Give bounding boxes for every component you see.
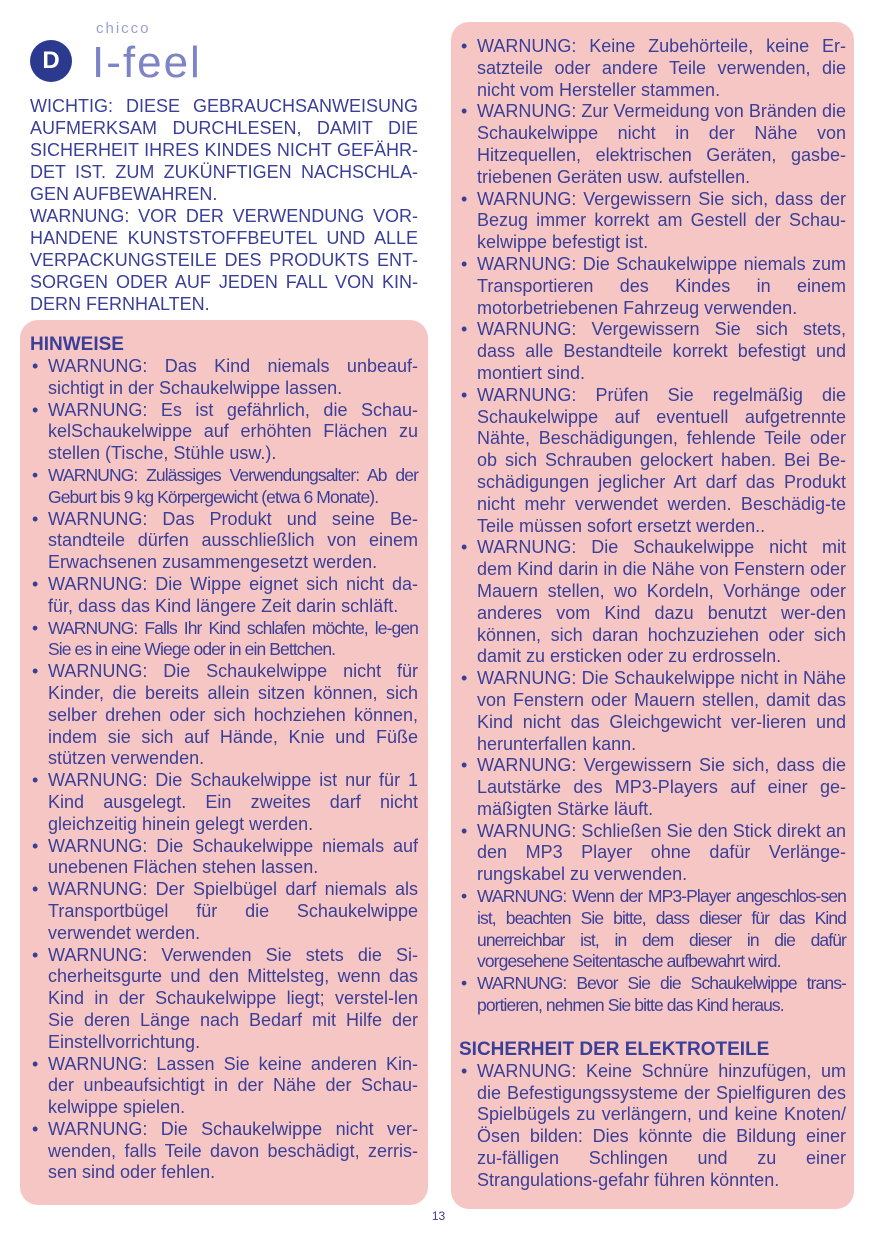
- list-item: • WARNUNG: Die Schaukelwippe niemals zum Transportieren des Kindes in einem motorbetriebenen Fahrzeug verwenden.: [459, 254, 846, 319]
- product-logo: I-feel: [92, 38, 202, 87]
- list-item: • WARNUNG: Zur Vermeidung von Bränden die Schaukelwippe nicht in der Nähe von Hitzequellen, elektrischen Geräten, gasbe-triebenen Geräten usw. aufstellen.: [459, 101, 846, 188]
- list-item: • WARNUNG: Die Schaukelwippe nicht für Kinder, die bereits allein sitzen können, sich selber drehen oder sich hochziehen können, indem sie sich auf Hände, Knie und Füße stützen verwenden.: [30, 661, 418, 770]
- list-item: • WARNUNG: Die Wippe eignet sich nicht da-für, dass das Kind längere Zeit darin schläft.: [30, 574, 418, 618]
- intro-warnings: [30, 95, 418, 315]
- list-item: • WARNUNG: Lassen Sie keine anderen Kin-der unbeaufsichtigt in der Nähe der Schau-kelwippe spielen.: [30, 1054, 418, 1119]
- list-item: • WARNUNG: Es ist gefährlich, die Schau-kelSchaukelwippe auf erhöhten Flächen zu stellen (Tische, Stühle usw.).: [30, 400, 418, 465]
- list-item: • WARNUNG: Die Schaukelwippe niemals auf unebenen Flächen stehen lassen.: [30, 836, 418, 880]
- list-item: • WARNUNG: Schließen Sie den Stick direkt an den MP3 Player ohne dafür Verlänge-rungskabel zu verwenden.: [459, 821, 846, 886]
- list-item: • WARNUNG: Keine Schnüre hinzufügen, um die Befestigungssysteme der Spielfiguren des Spielbügels zu verlängern, und keine Knoten/Ösen bilden: Dies könnte die Bildung einer zu-fälligen Schlingen und zu einer Strangulations-gefahr führen könnten.: [459, 1061, 846, 1192]
- warnings-list: [459, 36, 846, 1017]
- intro-paragraph-important: WICHTIG: DIESE GEBRAUCHSANWEISUNG AUFMERKSAM DURCHLESEN, DAMIT DIE SICHERHEIT IHRES KINDES NICHT GEFÄHR-DET IST. ZUM ZUKÜNFTIGEN NACHSCHLA-GEN AUFBEWAHREN.: [30, 96, 418, 204]
- list-item: • WARNUNG: Bevor Sie die Schaukelwippe trans-portieren, nehmen Sie bitte das Kind heraus.: [459, 973, 846, 1017]
- list-item: • WARNUNG: Die Schaukelwippe nicht mit dem Kind darin in die Nähe von Fenstern oder Mauern stellen, wo Kordeln, Vorhänge oder anderes vom Kind dazu benutzt wer-den können, sich daran hochzuziehen oder sich damit zu ersticken oder zu erdrosseln.: [459, 537, 846, 668]
- list-item: • WARNUNG: Vergewissern Sie sich, dass die Lautstärke des MP3-Players auf einer ge-mäßigten Stärke läuft.: [459, 755, 846, 820]
- list-item: • WARNUNG: Die Schaukelwippe nicht ver-wenden, falls Teile davon beschädigt, zerris-sen sind oder fehlen.: [30, 1119, 418, 1184]
- list-item: • WARNUNG: Die Schaukelwippe nicht in Nähe von Fenstern oder Mauern stellen, damit das Kind nicht das Gleichgewicht ver-lieren und herunterfallen kann.: [459, 668, 846, 755]
- list-item: • WARNUNG: Falls Ihr Kind schlafen möchte, le-gen Sie es in eine Wiege oder in ein Bettchen.: [30, 618, 418, 662]
- list-item: • WARNUNG: Zulässiges Verwendungsalter: Ab der Geburt bis 9 kg Körpergewicht (etwa 6 Monate).: [30, 465, 418, 509]
- list-item: • WARNUNG: Das Kind niemals unbeauf-sichtigt in der Schaukelwippe lassen.: [30, 356, 418, 400]
- intro-paragraph-packaging: WARNUNG: VOR DER VERWENDUNG VOR-HANDENE KUNSTSTOFFBEUTEL UND ALLE VERPACKUNGSTEILE DES PRODUKTS ENT-SORGEN ODER AUF JEDEN FALL VON KIN-DERN FERNHALTEN.: [30, 206, 418, 314]
- hinweise-list: [30, 356, 418, 1184]
- list-item: • WARNUNG: Das Produkt und seine Be-standteile dürfen ausschließlich von einem Erwachsenen zusammengesetzt werden.: [30, 509, 418, 574]
- list-item: • WARNUNG: Wenn der MP3-Player angeschlos-sen ist, beachten Sie bitte, dass dieser für das Kind unerreichbar ist, in dem dieser in die dafür vorgesehene Seitentasche aufbewahrt wird.: [459, 886, 846, 973]
- list-item: • WARNUNG: Verwenden Sie stets die Si-cherheitsgurte und den Mittelsteg, wenn das Kind in der Schaukelwippe liegt; verstel-len Sie deren Länge nach Bedarf mit Hilfe der Einstellvorrichtung.: [30, 945, 418, 1054]
- list-item: • WARNUNG: Der Spielbügel darf niemals als Transportbügel für die Schaukelwippe verwendet werden.: [30, 879, 418, 944]
- elektroteile-heading: SICHERHEIT DER ELEKTROTEILE: [459, 1038, 770, 1060]
- elektroteile-list: [459, 1061, 846, 1192]
- list-item: • WARNUNG: Vergewissern Sie sich stets, dass alle Bestandteile korrekt befestigt und montiert sind.: [459, 319, 846, 384]
- list-item: • WARNUNG: Vergewissern Sie sich, dass der Bezug immer korrekt am Gestell der Schau-kelwippe befestigt ist.: [459, 189, 846, 254]
- language-badge: D: [30, 40, 72, 82]
- hinweise-heading: HINWEISE: [30, 334, 124, 355]
- list-item: • WARNUNG: Prüfen Sie regelmäßig die Schaukelwippe auf eventuell aufgetrennte Nähte, Beschädigungen, fehlende Teile oder ob sich Schrauben gelockert haben. Bei Be-schädigungen jeglicher Art darf das Produkt nicht mehr verwendet werden. Beschädig-te Teile müssen sofort ersetzt werden..: [459, 385, 846, 538]
- brand-name: chicco: [96, 20, 151, 37]
- list-item: • WARNUNG: Keine Zubehörteile, keine Er-satzteile oder andere Teile verwenden, die nicht vom Hersteller stammen.: [459, 36, 846, 101]
- page-number: 13: [431, 1209, 446, 1223]
- warnings-panel: [451, 22, 854, 1209]
- hinweise-panel: [20, 320, 428, 1205]
- list-item: • WARNUNG: Die Schaukelwippe ist nur für 1 Kind ausgelegt. Ein zweites darf nicht gleichzeitig hinein gelegt werden.: [30, 770, 418, 835]
